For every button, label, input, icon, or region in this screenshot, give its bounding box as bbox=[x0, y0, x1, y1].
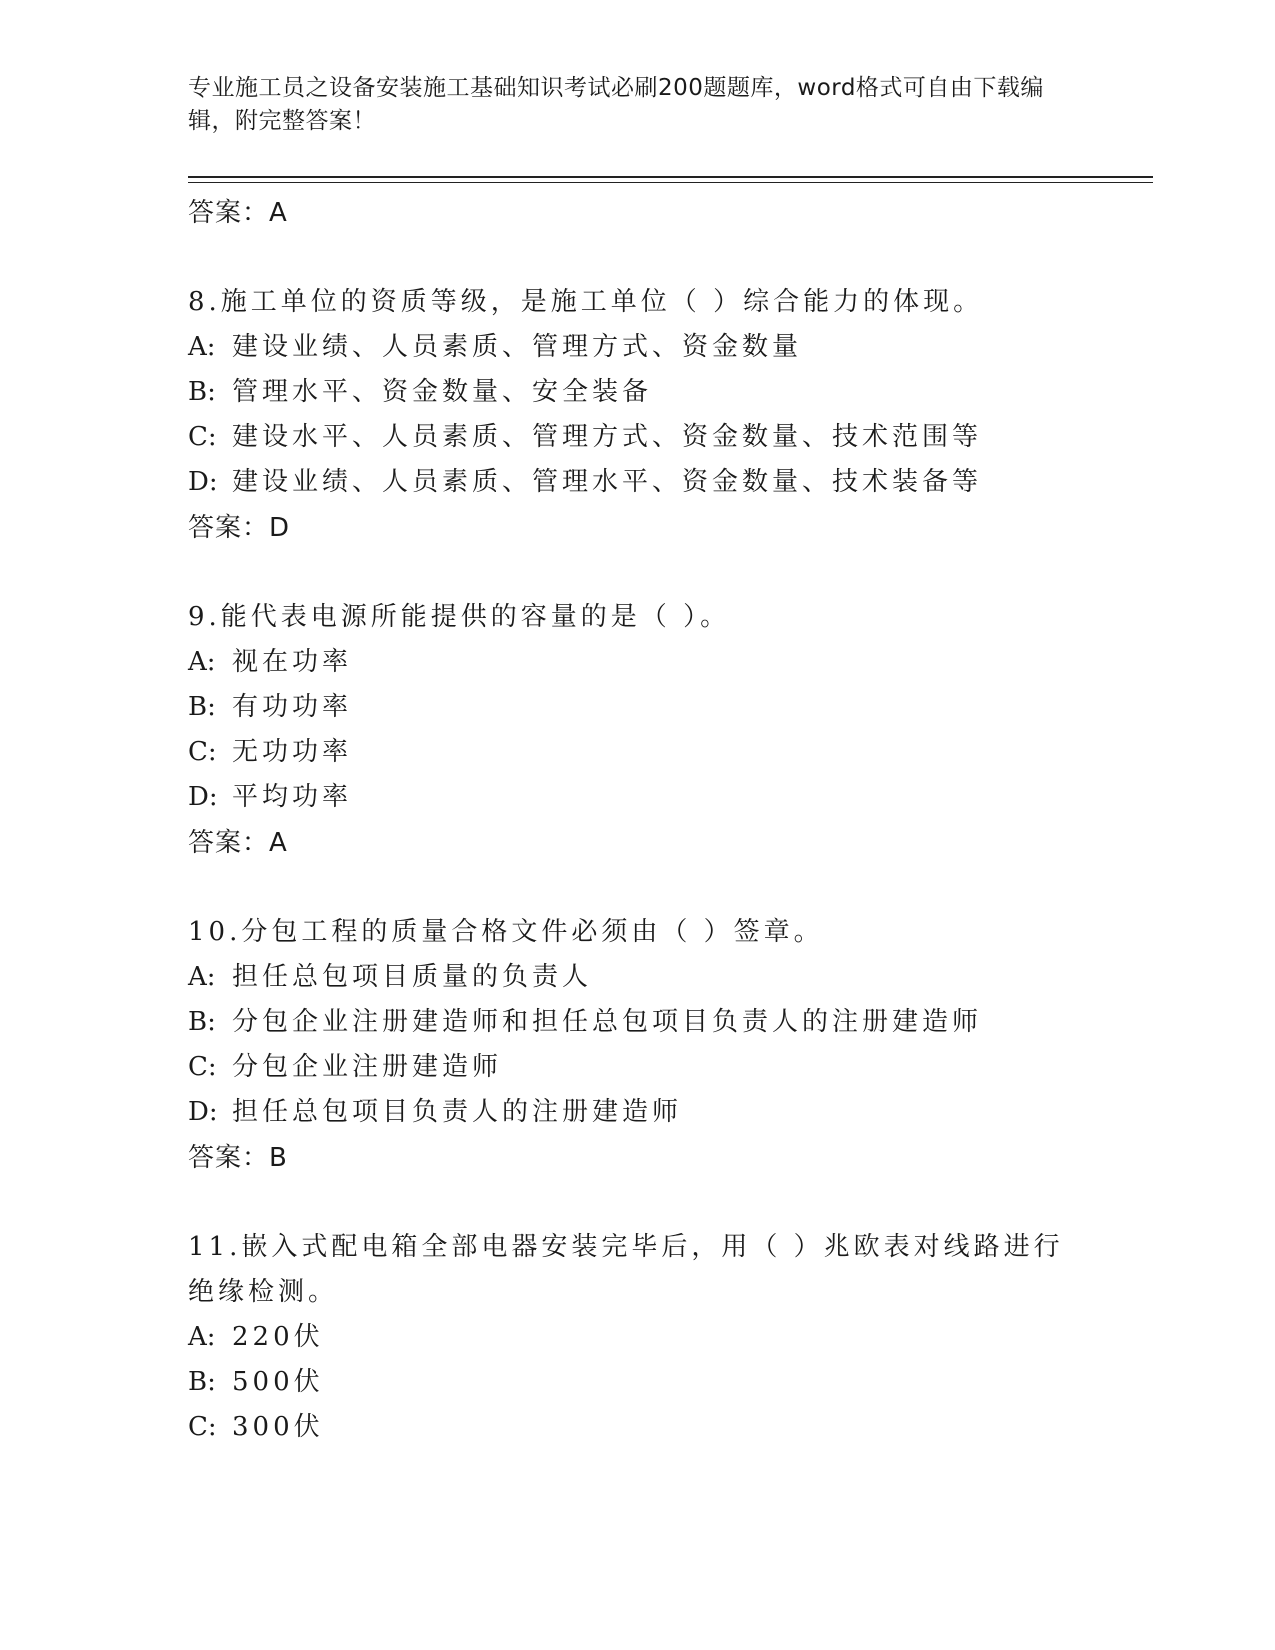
option-text: 无功功率 bbox=[232, 737, 353, 767]
option-c bbox=[188, 415, 1148, 460]
option-text: 建设业绩、人员素质、管理水平、资金数量、技术装备等 bbox=[232, 467, 983, 497]
option-b bbox=[188, 685, 1148, 730]
option-a bbox=[188, 640, 1148, 685]
question-list bbox=[188, 190, 1148, 1450]
option-key: B: bbox=[188, 377, 216, 407]
answer-line: 答案：B bbox=[188, 1143, 288, 1173]
option-key: A: bbox=[188, 332, 216, 362]
question-block bbox=[188, 280, 1148, 551]
option-key: C: bbox=[188, 1412, 217, 1442]
option-text: 分包企业注册建造师和担任总包项目负责人的注册建造师 bbox=[232, 1007, 983, 1037]
option-text: 担任总包项目质量的负责人 bbox=[232, 962, 593, 992]
option-key: D: bbox=[188, 1097, 218, 1127]
option-text: 300伏 bbox=[232, 1412, 324, 1442]
option-b bbox=[188, 370, 1148, 415]
question-text: 10.分包工程的质量合格文件必须由（ ）签章。 bbox=[188, 917, 824, 947]
option-d bbox=[188, 460, 1148, 505]
option-a bbox=[188, 955, 1148, 1000]
question-text: 8.施工单位的资质等级，是施工单位（ ）综合能力的体现。 bbox=[188, 287, 984, 317]
answer-line: 答案：A bbox=[188, 198, 288, 228]
option-text: 平均功率 bbox=[232, 782, 353, 812]
option-text: 视在功率 bbox=[232, 647, 353, 677]
option-text: 担任总包项目负责人的注册建造师 bbox=[232, 1097, 683, 1127]
option-key: C: bbox=[188, 422, 217, 452]
option-key: C: bbox=[188, 1052, 217, 1082]
option-text: 220伏 bbox=[232, 1322, 324, 1352]
option-b bbox=[188, 1000, 1148, 1045]
option-key: B: bbox=[188, 692, 216, 722]
answer-line: 答案：D bbox=[188, 513, 291, 543]
option-key: B: bbox=[188, 1367, 216, 1397]
question-block bbox=[188, 595, 1148, 866]
option-key: C: bbox=[188, 737, 217, 767]
question-text: 11.嵌入式配电箱全部电器安装完毕后，用（ ）兆欧表对线路进行绝缘检测。 bbox=[188, 1232, 1064, 1307]
header-divider-thick bbox=[188, 176, 1153, 178]
option-text: 管理水平、资金数量、安全装备 bbox=[232, 377, 653, 407]
option-text: 分包企业注册建造师 bbox=[232, 1052, 503, 1082]
header-divider-thin bbox=[188, 182, 1153, 183]
option-text: 建设业绩、人员素质、管理方式、资金数量 bbox=[232, 332, 803, 362]
option-a bbox=[188, 325, 1148, 370]
question-text: 9.能代表电源所能提供的容量的是（ ）。 bbox=[188, 602, 731, 632]
answer-line: 答案：A bbox=[188, 828, 288, 858]
option-c bbox=[188, 1045, 1148, 1090]
option-b bbox=[188, 1360, 1148, 1405]
option-key: A: bbox=[188, 962, 216, 992]
option-d bbox=[188, 1090, 1148, 1135]
option-key: D: bbox=[188, 782, 218, 812]
option-d bbox=[188, 775, 1148, 820]
option-key: A: bbox=[188, 1322, 216, 1352]
option-c bbox=[188, 730, 1148, 775]
document-header: 专业施工员之设备安装施工基础知识考试必刷200题题库，word格式可自由下载编辑，附完整答案！ bbox=[188, 75, 1044, 134]
option-key: B: bbox=[188, 1007, 216, 1037]
option-a bbox=[188, 1315, 1148, 1360]
option-text: 500伏 bbox=[232, 1367, 324, 1397]
option-c bbox=[188, 1405, 1148, 1450]
question-block bbox=[188, 910, 1148, 1181]
option-key: A: bbox=[188, 647, 216, 677]
option-text: 有功功率 bbox=[232, 692, 353, 722]
option-key: D: bbox=[188, 467, 218, 497]
question-block bbox=[188, 1225, 1148, 1450]
option-text: 建设水平、人员素质、管理方式、资金数量、技术范围等 bbox=[232, 422, 983, 452]
